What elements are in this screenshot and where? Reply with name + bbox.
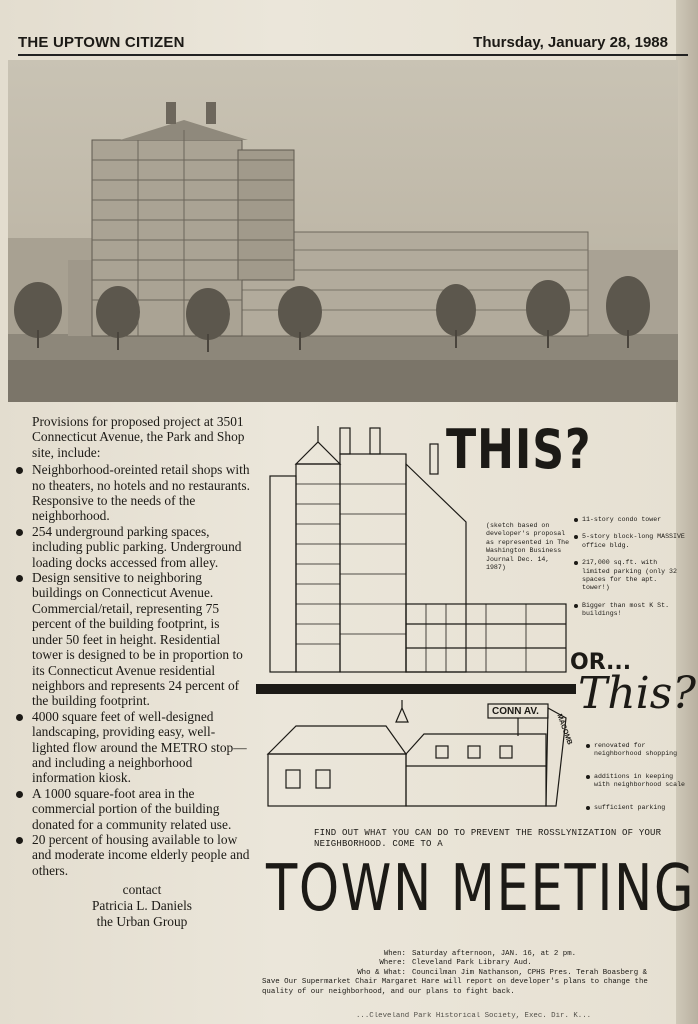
detail-row-when xyxy=(262,950,686,959)
list-item: sufficient parking xyxy=(586,804,686,812)
contact-organization: the Urban Group xyxy=(96,914,188,930)
provisions-list xyxy=(12,462,252,878)
headline-this: THIS? xyxy=(446,418,592,481)
contact-label: contact xyxy=(122,882,162,898)
masthead xyxy=(18,32,688,56)
detail-row-who xyxy=(262,969,686,978)
call-to-action: FIND OUT WHAT YOU CAN DO TO PREVENT THE ROSSLYNIZATION OF YOUR NEIGHBORHOOD. COME TO A xyxy=(314,828,662,849)
list-item: Design sensitive to neighboring buildings on Connecticut Avenue. Commercial/retail, representing 75 percent of the building footprint, is under 50 feet in height. Residential tower is designed to be in proportion to its Connecticut Avenue residential neighbors and represents 24 percent of the building footprint. xyxy=(12,570,252,709)
who-label: Who & What: xyxy=(357,968,406,977)
list-item: 5-story block-long MASSIVE office bldg. xyxy=(574,533,686,550)
rendering-illustration xyxy=(8,60,678,402)
town-meeting-flyer xyxy=(256,404,696,1024)
list-item: A 1000 square-foot area in the commercial portion of the building donated for a community related use. xyxy=(12,786,252,832)
street-sign-conn-ave: CONN AV. xyxy=(492,706,539,717)
list-item: Bigger than most K St. buildings! xyxy=(574,602,686,619)
list-item: renovated for neighborhood shopping xyxy=(586,742,686,759)
contact-block xyxy=(12,882,252,930)
or-label: OR... xyxy=(570,650,632,675)
who-value: Councilman Jim Nathanson, CPHS Pres. Terah Boasberg & xyxy=(412,968,648,977)
detail-row-where xyxy=(262,959,686,968)
tower-bullets xyxy=(574,516,686,628)
project-provisions-column xyxy=(12,414,252,930)
headline-this-alternative: This? xyxy=(578,668,696,719)
issue-date: Thursday, January 28, 1988 xyxy=(473,34,668,51)
who-line-3: quality of our neighborhood, and our plans to fight back. xyxy=(262,987,515,996)
list-item: additions in keeping with neighborhood scale xyxy=(586,773,686,790)
when-value: Saturday afternoon, JAN. 16, at 2 pm. xyxy=(412,950,577,958)
newspaper-name: THE UPTOWN CITIZEN xyxy=(18,34,185,51)
contact-name: Patricia L. Daniels xyxy=(91,898,193,914)
sponsor-line: ...Cleveland Park Historical Society, Exec. Dir. K... xyxy=(356,1012,592,1020)
list-item: 217,000 sq.ft. with limited parking (only 32 spaces for the apt. tower!) xyxy=(574,559,686,593)
provisions-intro: Provisions for proposed project at 3501 Connecticut Avenue, the Park and Shop site, include: xyxy=(32,414,245,460)
store-bullets xyxy=(586,742,686,826)
town-meeting-banner: TOWN MEETING xyxy=(266,852,696,926)
who-line-2: Save Our Supermarket Chair Margaret Hare will report on developer's plans to change the xyxy=(262,978,648,987)
list-item: Neighborhood-oreinted retail shops with no theaters, no hotels and no restaurants. Responsive to the needs of the neighborhood. xyxy=(12,462,252,524)
architectural-rendering-photo xyxy=(8,60,678,402)
where-label: Where: xyxy=(379,959,406,968)
when-label: When: xyxy=(383,950,406,958)
where-value: Cleveland Park Library Aud. xyxy=(412,959,532,968)
meeting-details xyxy=(262,950,686,997)
street-sign-macomb: MACOMB xyxy=(555,713,573,746)
list-item: 20 percent of housing available to low and moderate income elderly people and others. xyxy=(12,832,252,878)
list-item: 11-story condo tower xyxy=(574,516,686,524)
list-item: 254 underground parking spaces, including public parking. Underground loading docks accessed from alley. xyxy=(12,524,252,570)
sketch-source-note: (sketch based on developer's proposal as represented in The Washington Business Journal Dec. 14, 1987) xyxy=(486,522,570,572)
list-item: 4000 square feet of well-designed landscaping, providing easy, well-lighted flow around the METRO stop—and including a neighborhood information kiosk. xyxy=(12,709,252,786)
